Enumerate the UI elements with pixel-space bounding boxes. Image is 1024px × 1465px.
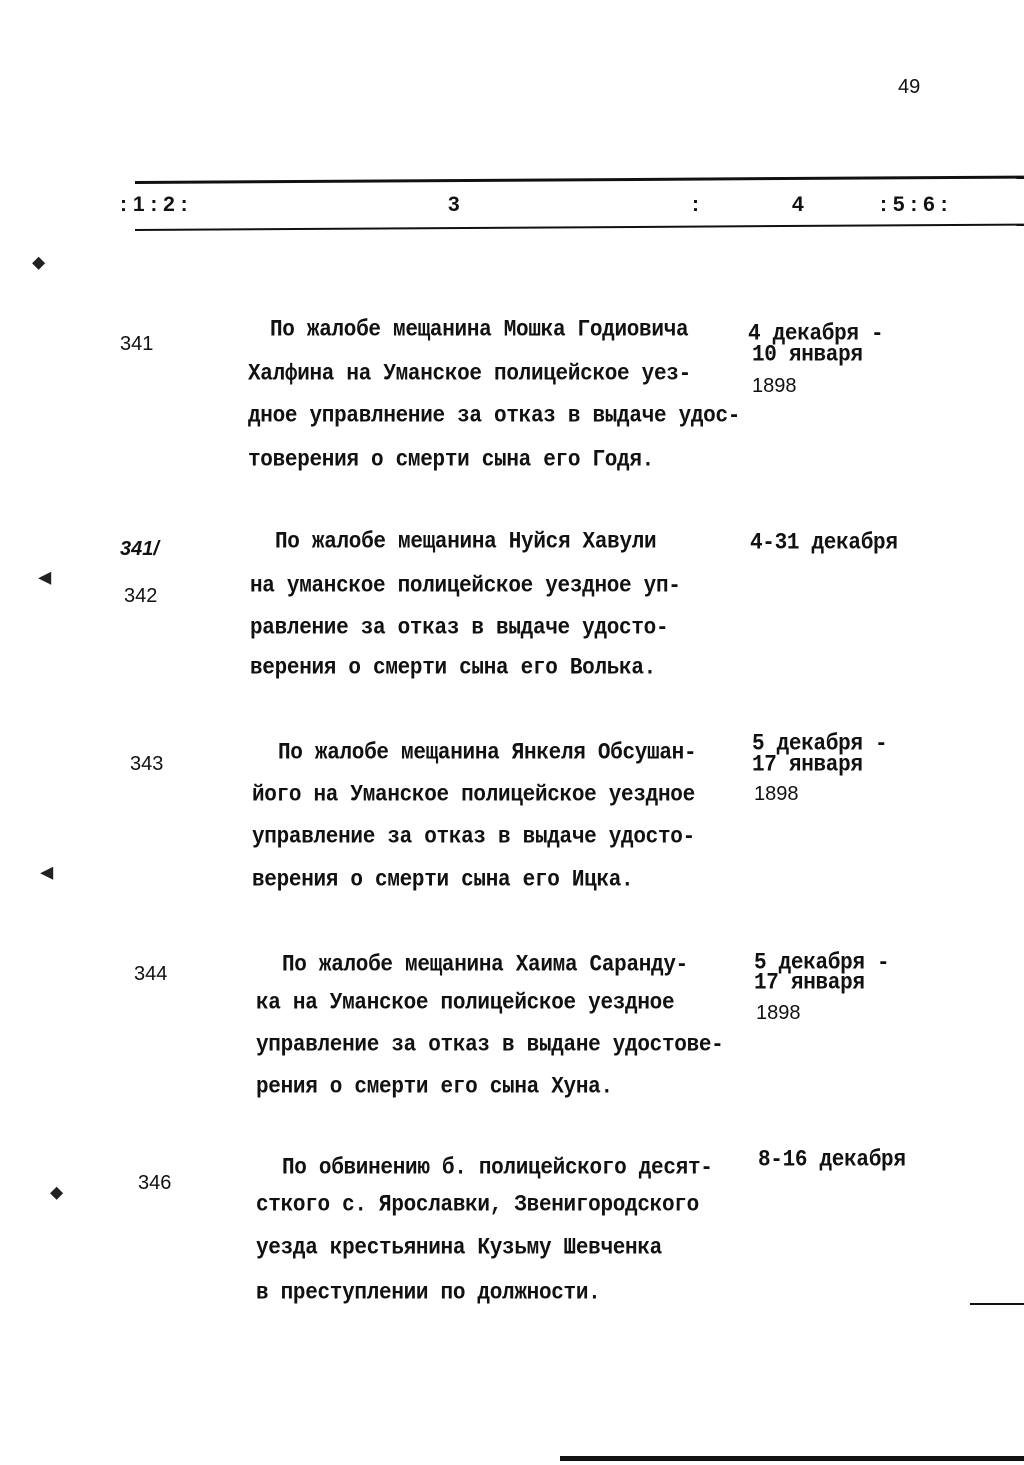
entry-text-line: на уманское полицейское уездное уп-: [250, 574, 681, 599]
entry-text-line: в преступлении по должности.: [256, 1281, 601, 1306]
entry-text-line: Халфина на Уманское полицейское уез-: [248, 362, 691, 387]
header-top-rule: [135, 176, 1024, 184]
punch-mark: ◀: [38, 566, 52, 591]
entry-date: 17 января: [752, 753, 863, 778]
entry-text-line: дное управлнение за отказ в выдаче удос-: [248, 404, 741, 429]
page-number: 49: [898, 76, 921, 98]
entry-text-line: По жалобе мещанина Нуйся Хавули: [275, 530, 657, 555]
entry-text-line: рения о смерти его сына Хуна.: [256, 1075, 613, 1100]
entry-year: 1898: [756, 1002, 801, 1024]
entry-text-line: По жалобе мещанина Янкеля Обсушан-: [278, 741, 697, 766]
entry-text-line: його на Уманское полицейское уездное: [252, 783, 695, 808]
entry-text-line: По жалобе мещанина Хаима Саранду-: [282, 953, 688, 978]
entry-number: 342: [124, 585, 158, 607]
entry-date: 4-31 декабря: [750, 531, 898, 556]
punch-mark: ◆: [50, 1181, 64, 1206]
column-separator: :: [692, 193, 699, 216]
entry-year: 1898: [752, 375, 797, 397]
entry-number: 343: [130, 753, 164, 775]
entry-text-line: товерения о смерти сына его Годя.: [248, 448, 654, 473]
entry-text-line: верения о смерти сына его Волька.: [250, 656, 656, 681]
edge-mark: [970, 1303, 1024, 1305]
punch-mark: ◀: [40, 861, 54, 886]
entry-text-line: сткого с. Ярославки, Звенигородского: [256, 1193, 699, 1218]
entry-number: 341: [120, 333, 154, 355]
entry-number: 344: [134, 963, 168, 985]
bottom-edge: [560, 1456, 1024, 1461]
header-bottom-rule: [135, 224, 1024, 231]
entry-text-line: управление за отказ в выдаче удосто-: [252, 825, 695, 850]
column-header-4: 4: [792, 193, 804, 216]
entry-number-struck: 341/: [120, 538, 159, 560]
entry-date: 8-16 декабря: [758, 1148, 906, 1173]
entry-text-line: уезда крестьянина Кузьму Шевченка: [256, 1236, 662, 1261]
entry-text-line: верения о смерти сына его Ицка.: [252, 868, 634, 893]
column-header-1-2: : 1 : 2 :: [120, 193, 188, 216]
punch-mark: ◆: [32, 251, 46, 276]
entry-text-line: По жалобе мещанина Мошка Годиовича: [270, 318, 689, 343]
entry-text-line: ка на Уманское полицейское уездное: [256, 991, 675, 1016]
column-header-3: 3: [448, 193, 460, 216]
entry-text-line: По обвинению б. полицейского десят-: [282, 1156, 713, 1181]
entry-year: 1898: [754, 783, 799, 805]
entry-date: 17 января: [754, 971, 865, 996]
entry-number: 346: [138, 1172, 172, 1194]
entry-text-line: равление за отказ в выдаче удосто-: [250, 616, 669, 641]
entry-date: 5 декабря -: [754, 951, 890, 976]
entry-date: 10 января: [752, 343, 863, 368]
entry-date: 4 декабря -: [748, 322, 884, 347]
entry-text-line: управление за отказ в выдане удостове-: [256, 1033, 724, 1058]
column-header-5-6: : 5 : 6 :: [880, 193, 948, 216]
entry-date: 5 декабря -: [752, 732, 888, 757]
